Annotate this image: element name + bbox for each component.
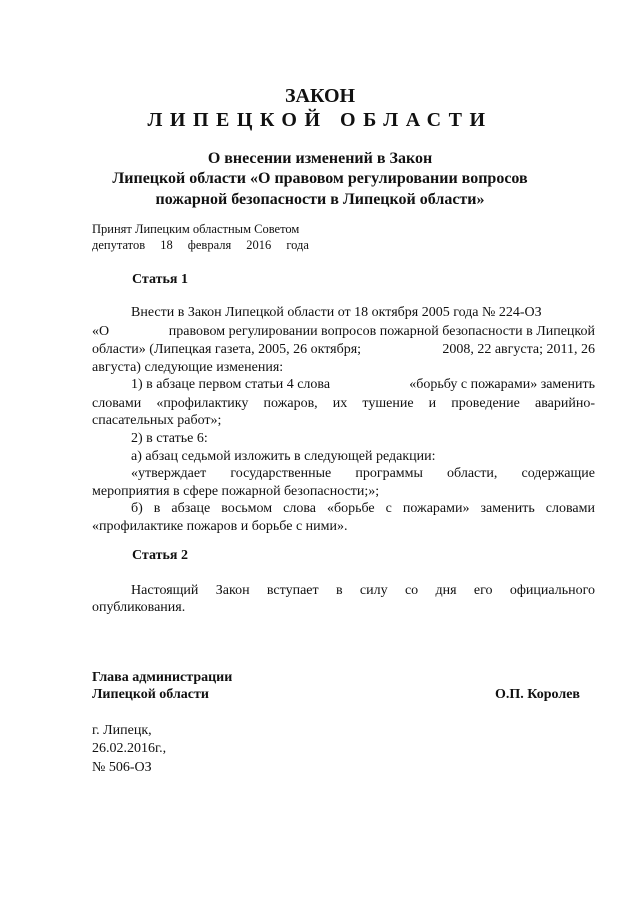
signatory-name: О.П. Королев	[495, 687, 580, 702]
accepted-word: февраля	[187, 238, 232, 252]
text-segment: правовом регулировании вопросов пожарной безопасности в Липецкой	[168, 324, 595, 339]
article-2-line: опубликования.	[92, 600, 186, 615]
region-title: ЛИПЕЦКОЙ ОБЛАСТИ	[147, 109, 493, 131]
text-segment: 2008, 22 августа; 2011, 26	[442, 342, 595, 357]
article-1-line	[131, 306, 595, 320]
article-1-line: «утверждает государственные программы области, содержащие	[131, 466, 595, 481]
text-segment: области» (Липецкая газета, 2005, 26 октября;	[92, 342, 362, 357]
accepted-word: 18	[160, 238, 173, 252]
text-segment: Внести в Закон Липецкой области от 18 октября 2005 года № 224-ОЗ	[131, 305, 542, 320]
article-2-line: Настоящий Закон вступает в силу со дня его официального	[131, 583, 595, 598]
accepted-line-2	[92, 239, 309, 252]
text-segment: 1) в абзаце первом статьи 4 слова	[131, 377, 331, 392]
footer-date: 26.02.2016г.,	[92, 741, 167, 756]
article-1-line	[131, 378, 595, 392]
accepted-word: года	[286, 238, 309, 252]
accepted-word: депутатов	[92, 238, 146, 252]
footer-number: № 506-ОЗ	[92, 760, 152, 775]
article-1-line: б) в абзаце восьмом слова «борьбе с пожарами» заменить словами	[131, 501, 595, 516]
article-2-heading: Статья 2	[132, 548, 188, 563]
subtitle-line-3: пожарной безопасности в Липецкой области»	[155, 191, 485, 208]
article-1-heading: Статья 1	[132, 272, 188, 287]
subtitle-line-2: Липецкой области «О правовом регулировании вопросов	[112, 170, 528, 187]
article-1-line	[92, 343, 595, 357]
article-1-line	[92, 325, 595, 339]
text-segment: «борьбу с пожарами» заменить	[409, 377, 595, 392]
article-1-line: словами «профилактику пожаров, их тушение и проведение аварийно-	[92, 396, 595, 411]
article-1-line: мероприятия в сфере пожарной безопасности;»;	[92, 484, 380, 499]
article-1-line: «профилактике пожаров и борьбе с ними».	[92, 519, 348, 534]
text-segment: «О	[92, 324, 110, 339]
subtitle-line-1: О внесении изменений в Закон	[207, 150, 433, 167]
article-1-line: а) абзац седьмой изложить в следующей редакции:	[131, 449, 436, 464]
article-1-line: спасательных работ»;	[92, 413, 222, 428]
signature-title-line-2: Липецкой области	[92, 687, 209, 702]
signature-title-line-1: Глава администрации	[92, 670, 233, 685]
footer-city: г. Липецк,	[92, 723, 152, 738]
law-title: ЗАКОН	[284, 85, 356, 107]
accepted-line-1: Принят Липецким областным Советом	[92, 222, 300, 236]
article-1-line: августа) следующие изменения:	[92, 360, 284, 375]
accepted-word: 2016	[246, 238, 272, 252]
article-1-line: 2) в статье 6:	[131, 431, 208, 446]
